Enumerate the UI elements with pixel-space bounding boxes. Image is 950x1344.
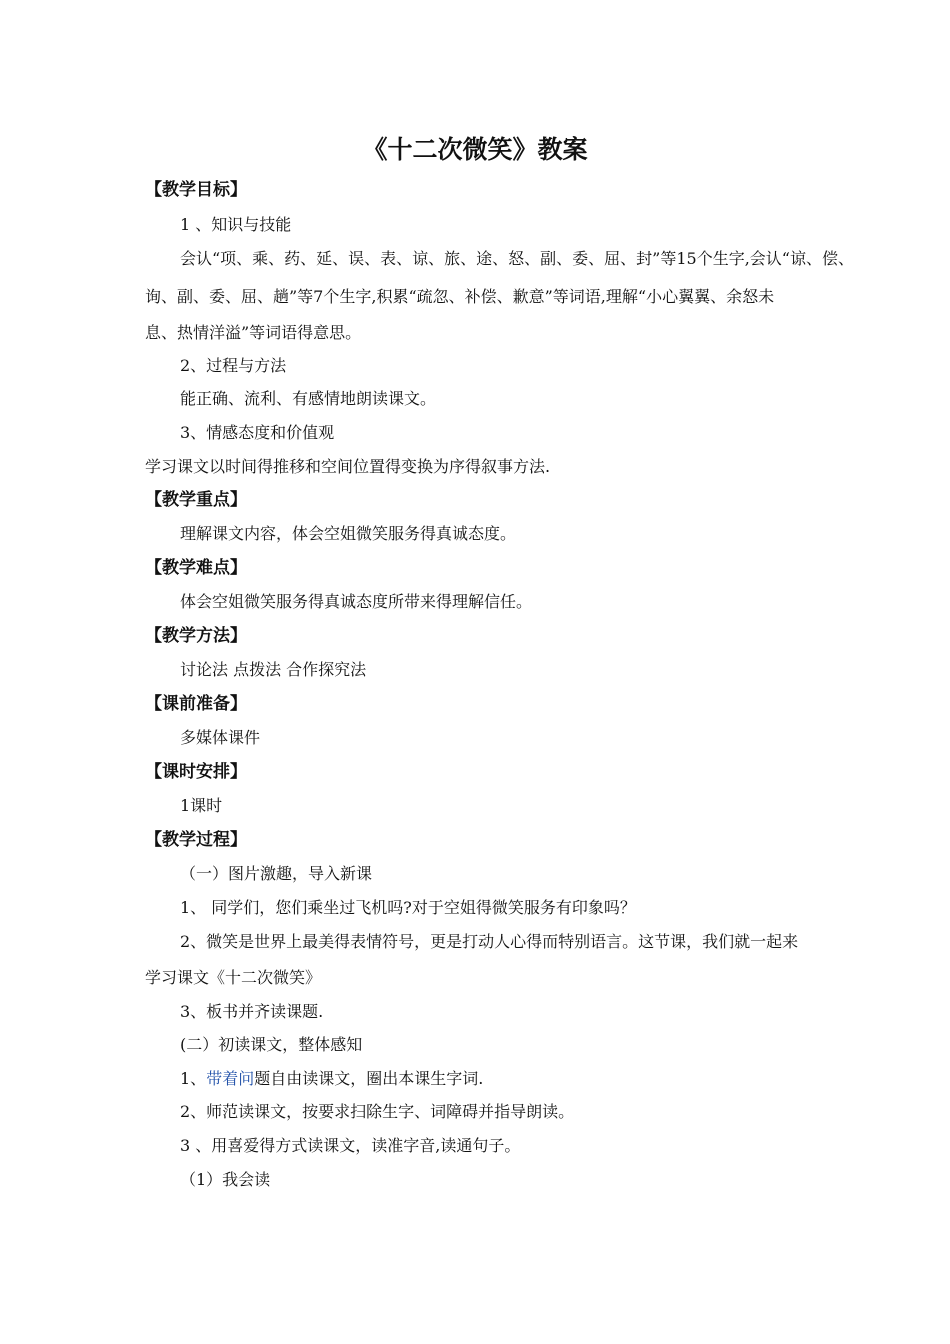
step-2-1-rest: 题自由读课文，圈出本课生字词. bbox=[254, 1069, 484, 1088]
process-step-1-3: 3、板书并齐读课题. bbox=[180, 1002, 324, 1021]
schedule-text: 1课时 bbox=[180, 796, 223, 815]
objective-3-text: 学习课文以时间得推移和空间位置得变换为序得叙事方法. bbox=[145, 457, 551, 476]
heading-process: 【教学过程】 bbox=[145, 830, 247, 850]
objective-1-title: 1 、知识与技能 bbox=[180, 215, 292, 234]
preparation-text: 多媒体课件 bbox=[180, 728, 261, 747]
objective-1-text-line1: 会认“项、乘、药、延、误、表、谅、旅、途、怒、副、委、屈、封”等15个生字,会认“谅、偿、 bbox=[180, 249, 854, 268]
heading-objectives: 【教学目标】 bbox=[145, 180, 247, 200]
objective-1-text-line3: 息、热情洋溢”等词语得意思。 bbox=[145, 323, 362, 342]
document-title: 《十二次微笑》教案 bbox=[362, 135, 588, 164]
heading-methods: 【教学方法】 bbox=[145, 626, 247, 646]
difficulties-text: 体会空姐微笑服务得真诚态度所带来得理解信任。 bbox=[180, 592, 533, 611]
process-part2-title: (二）初读课文，整体感知 bbox=[180, 1035, 363, 1054]
methods-text: 讨论法 点拨法 合作探究法 bbox=[180, 660, 367, 679]
heading-key-points: 【教学重点】 bbox=[145, 490, 247, 510]
process-step-2-1 bbox=[180, 1069, 483, 1089]
objective-2-text: 能正确、流利、有感情地朗读课文。 bbox=[180, 389, 437, 408]
objective-1-text-line2: 询、副、委、屈、趟”等7个生字,积累“疏忽、补偿、歉意”等词语,理解“小心翼翼、余怒未 bbox=[145, 287, 775, 306]
objective-3-title: 3、情感态度和价值观 bbox=[180, 423, 335, 442]
step-2-1-highlight: 带着问 bbox=[206, 1069, 255, 1088]
process-step-1-2-line1: 2、微笑是世界上最美得表情符号，更是打动人心得而特别语言。这节课，我们就一起来 bbox=[180, 932, 799, 951]
heading-schedule: 【课时安排】 bbox=[145, 762, 247, 782]
process-step-2-3: 3 、用喜爱得方式读课文，读准字音,读通句子。 bbox=[180, 1136, 521, 1155]
key-points-text: 理解课文内容，体会空姐微笑服务得真诚态度。 bbox=[180, 524, 517, 543]
process-step-1-2-line2: 学习课文《十二次微笑》 bbox=[145, 968, 322, 987]
objective-2-title: 2、过程与方法 bbox=[180, 356, 287, 375]
process-step-2-2: 2、师范读课文，按要求扫除生字、词障碍并指导朗读。 bbox=[180, 1102, 575, 1121]
heading-preparation: 【课前准备】 bbox=[145, 694, 247, 714]
step-2-1-number: 1、 bbox=[180, 1069, 207, 1088]
process-part1-title: （一）图片激趣，导入新课 bbox=[180, 864, 373, 883]
heading-difficulties: 【教学难点】 bbox=[145, 558, 247, 578]
process-step-2-3-sub: （1）我会读 bbox=[180, 1170, 271, 1189]
process-step-1-1: 1、 同学们，您们乘坐过飞机吗?对于空姐得微笑服务有印象吗？ bbox=[180, 898, 636, 917]
